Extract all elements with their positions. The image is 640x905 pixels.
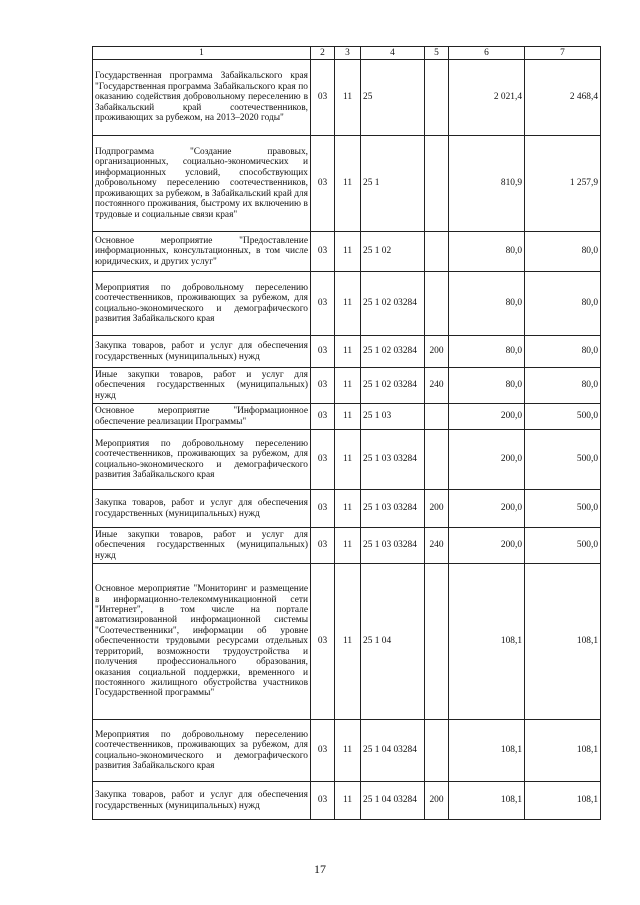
table-row (93, 336, 601, 368)
row-name: Иные закупки товаров, работ и услуг для обеспечения государственных (муниципальных) нужд (93, 528, 311, 564)
row-code-section: 03 (311, 368, 335, 404)
row-code-expense-type (425, 136, 449, 232)
row-code-section: 03 (311, 336, 335, 368)
row-amount-1: 108,1 (449, 720, 525, 782)
row-amount-2: 500,0 (525, 430, 601, 490)
row-code-target: 25 1 (361, 136, 425, 232)
row-code-subsection: 11 (335, 272, 361, 336)
row-amount-1: 200,0 (449, 430, 525, 490)
row-name: Мероприятия по добровольному переселению соотечественников, проживающих за рубежом, для социально-экономического и демографического развития Забайкальского края (93, 430, 311, 490)
table-row (93, 368, 601, 404)
page-number: 17 (314, 862, 326, 876)
row-amount-1: 108,1 (449, 782, 525, 820)
table-row (93, 490, 601, 528)
row-code-section: 03 (311, 232, 335, 272)
row-amount-2: 80,0 (525, 232, 601, 272)
row-code-target: 25 1 03 (361, 404, 425, 430)
row-amount-1: 108,1 (449, 564, 525, 720)
row-code-section: 03 (311, 404, 335, 430)
row-code-section: 03 (311, 528, 335, 564)
row-code-subsection: 11 (335, 528, 361, 564)
row-code-subsection: 11 (335, 490, 361, 528)
row-amount-2: 80,0 (525, 272, 601, 336)
row-name: Подпрограмма "Создание правовых, организационных, социально-экономических и информационных условий, способствующих добровольному переселению соотечественников, проживающих за рубежом, в Забайкальский край для постоянного проживания, быстрому их включению в трудовые и социальные связи края" (93, 136, 311, 232)
row-code-subsection: 11 (335, 136, 361, 232)
row-code-expense-type (425, 564, 449, 720)
row-name: Закупка товаров, работ и услуг для обеспечения государственных (муниципальных) нужд (93, 336, 311, 368)
row-amount-1: 200,0 (449, 490, 525, 528)
row-code-target: 25 1 02 03284 (361, 336, 425, 368)
row-amount-1: 200,0 (449, 404, 525, 430)
budget-table (92, 46, 601, 820)
table-row (93, 720, 601, 782)
row-amount-1: 810,9 (449, 136, 525, 232)
table-row (93, 60, 601, 136)
row-name: Иные закупки товаров, работ и услуг для обеспечения государственных (муниципальных) нужд (93, 368, 311, 404)
row-amount-2: 500,0 (525, 528, 601, 564)
row-code-expense-type (425, 272, 449, 336)
row-amount-2: 108,1 (525, 720, 601, 782)
row-code-section: 03 (311, 136, 335, 232)
row-code-target: 25 1 03 03284 (361, 490, 425, 528)
row-amount-1: 80,0 (449, 336, 525, 368)
column-header-1: 1 (93, 47, 311, 60)
row-code-target: 25 1 04 (361, 564, 425, 720)
row-code-target: 25 1 02 03284 (361, 368, 425, 404)
table-row (93, 564, 601, 720)
row-name: Основное мероприятие "Мониторинг и размещение в информационно-телекоммуникационной сети "Интернет", в том числе на портале автоматизированной информационной системы "Соотечественники", информации об уровне обеспеченности трудовыми ресурсами отдельных территорий, возможности трудоустройства и получения профессионального образования, оказания социальной поддержки, временного и постоянного жилищного обустройства участников Государственной программы" (93, 564, 311, 720)
row-code-section: 03 (311, 272, 335, 336)
table-row (93, 136, 601, 232)
row-amount-1: 80,0 (449, 368, 525, 404)
row-code-subsection: 11 (335, 430, 361, 490)
row-code-expense-type: 200 (425, 490, 449, 528)
row-code-section: 03 (311, 564, 335, 720)
row-code-target: 25 1 02 03284 (361, 272, 425, 336)
row-code-subsection: 11 (335, 336, 361, 368)
row-code-expense-type: 200 (425, 336, 449, 368)
row-code-subsection: 11 (335, 782, 361, 820)
row-code-expense-type (425, 232, 449, 272)
row-code-target: 25 1 04 03284 (361, 720, 425, 782)
row-amount-1: 80,0 (449, 272, 525, 336)
row-code-subsection: 11 (335, 60, 361, 136)
row-code-target: 25 1 03 03284 (361, 430, 425, 490)
row-code-subsection: 11 (335, 404, 361, 430)
row-amount-2: 500,0 (525, 404, 601, 430)
row-code-expense-type: 240 (425, 368, 449, 404)
row-code-section: 03 (311, 490, 335, 528)
row-code-subsection: 11 (335, 368, 361, 404)
row-code-section: 03 (311, 60, 335, 136)
row-code-expense-type: 240 (425, 528, 449, 564)
row-code-expense-type (425, 60, 449, 136)
column-header-4: 4 (361, 47, 425, 60)
column-header-3: 3 (335, 47, 361, 60)
row-code-target: 25 1 03 03284 (361, 528, 425, 564)
row-code-target: 25 (361, 60, 425, 136)
row-code-section: 03 (311, 430, 335, 490)
table-row (93, 404, 601, 430)
row-code-section: 03 (311, 720, 335, 782)
row-code-subsection: 11 (335, 564, 361, 720)
row-amount-2: 500,0 (525, 490, 601, 528)
row-amount-2: 108,1 (525, 782, 601, 820)
row-code-target: 25 1 02 (361, 232, 425, 272)
row-code-subsection: 11 (335, 720, 361, 782)
table-row (93, 430, 601, 490)
row-name: Закупка товаров, работ и услуг для обеспечения государственных (муниципальных) нужд (93, 782, 311, 820)
row-amount-2: 80,0 (525, 336, 601, 368)
row-name: Мероприятия по добровольному переселению соотечественников, проживающих за рубежом, для социально-экономического и демографического развития Забайкальского края (93, 720, 311, 782)
row-code-expense-type (425, 430, 449, 490)
table-row (93, 232, 601, 272)
table-row (93, 782, 601, 820)
column-header-2: 2 (311, 47, 335, 60)
table-header-row (93, 47, 601, 60)
row-name: Мероприятия по добровольному переселению соотечественников, проживающих за рубежом, для социально-экономического и демографического развития Забайкальского края (93, 272, 311, 336)
row-amount-2: 1 257,9 (525, 136, 601, 232)
row-amount-2: 2 468,4 (525, 60, 601, 136)
row-name: Закупка товаров, работ и услуг для обеспечения государственных (муниципальных) нужд (93, 490, 311, 528)
row-amount-1: 2 021,4 (449, 60, 525, 136)
row-amount-2: 108,1 (525, 564, 601, 720)
column-header-5: 5 (425, 47, 449, 60)
row-code-expense-type: 200 (425, 782, 449, 820)
row-code-expense-type (425, 720, 449, 782)
column-header-7: 7 (525, 47, 601, 60)
table-row (93, 528, 601, 564)
row-name: Государственная программа Забайкальского края "Государственная программа Забайкальского края по оказанию содействия добровольному переселению в Забайкальский край соотечественников, проживающих за рубежом, на 2013–2020 годы" (93, 60, 311, 136)
table-row (93, 272, 601, 336)
row-code-expense-type (425, 404, 449, 430)
row-amount-2: 80,0 (525, 368, 601, 404)
row-code-section: 03 (311, 782, 335, 820)
row-name: Основное мероприятие "Информационное обеспечение реализации Программы" (93, 404, 311, 430)
row-amount-1: 80,0 (449, 232, 525, 272)
row-code-subsection: 11 (335, 232, 361, 272)
row-amount-1: 200,0 (449, 528, 525, 564)
row-code-target: 25 1 04 03284 (361, 782, 425, 820)
row-name: Основное мероприятие "Предоставление информационных, консультационных, в том числе юридических, и других услуг" (93, 232, 311, 272)
column-header-6: 6 (449, 47, 525, 60)
